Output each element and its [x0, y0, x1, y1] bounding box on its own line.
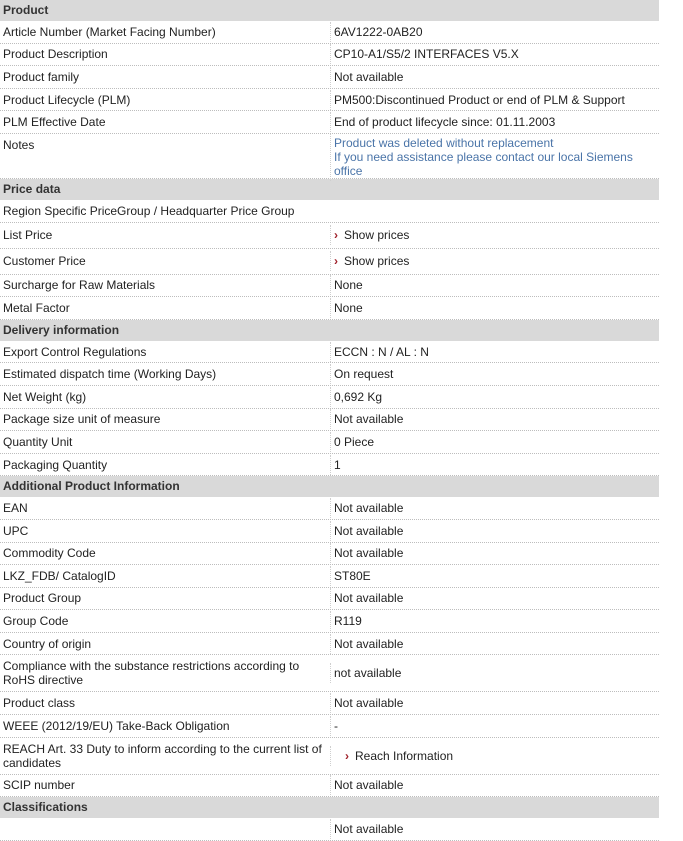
table-row: [0, 520, 659, 543]
row-value: Not available: [330, 67, 659, 87]
row-value: Not available: [330, 775, 659, 795]
row-label: Product class: [3, 696, 76, 711]
customer-price-show-prices-link[interactable]: Show prices: [344, 254, 410, 269]
row-label: LKZ_FDB/ CatalogID: [3, 568, 116, 583]
row-label: Article Number (Market Facing Number): [3, 24, 216, 39]
row-label: Packaging Quantity: [3, 457, 108, 472]
row-label: Product family: [3, 69, 80, 84]
row-label: Package size unit of measure: [3, 412, 161, 427]
table-row: [0, 409, 659, 432]
row-label: List Price: [3, 228, 53, 243]
section-header-additional: Additional Product Information: [0, 476, 659, 497]
row-label: Metal Factor: [3, 300, 70, 315]
row-value: [330, 251, 659, 271]
row-label: Product Group: [3, 591, 82, 606]
row-label: Product Description: [3, 47, 108, 62]
row-value: Not available: [330, 498, 659, 518]
section-header-product: Product: [0, 0, 659, 21]
table-row: [0, 431, 659, 454]
reach-information-link[interactable]: Reach Information: [355, 748, 454, 763]
section-header-price: Price data: [0, 179, 659, 200]
table-row: [0, 543, 659, 566]
row-label: Compliance with the substance restrictions according to RoHS directive: [3, 659, 300, 688]
table-row: [0, 341, 659, 364]
table-row: [0, 633, 659, 656]
table-row: [0, 386, 659, 409]
row-label: Net Weight (kg): [3, 389, 87, 404]
row-value: PM500:Discontinued Product or end of PLM & Support: [330, 90, 659, 110]
table-row: [0, 275, 659, 298]
table-row: [0, 588, 659, 611]
section-header-delivery: Delivery information: [0, 320, 659, 341]
table-row: [0, 775, 659, 798]
list-price-show-prices-link[interactable]: Show prices: [344, 228, 410, 243]
row-value: None: [330, 275, 659, 295]
table-row: [0, 692, 659, 715]
row-value: None: [330, 298, 659, 318]
table-row: [0, 297, 659, 320]
row-label: Group Code: [3, 614, 69, 629]
section-header-classifications: Classifications: [0, 797, 659, 818]
chevron-right-icon: ›: [334, 228, 338, 243]
contact-siemens-link[interactable]: If you need assistance please contact our local Siemens office: [334, 149, 633, 178]
row-value: [330, 225, 659, 245]
table-row: [0, 44, 659, 67]
row-value: 0 Piece: [330, 432, 659, 452]
row-value: Not available: [330, 521, 659, 541]
table-row: [0, 738, 659, 775]
table-row: [0, 715, 659, 738]
row-value: ECCN : N / AL : N: [330, 342, 659, 362]
row-label: EAN: [3, 501, 28, 516]
row-label: [0, 826, 330, 832]
row-label: REACH Art. 33 Duty to inform according to the current list of candidates: [3, 741, 322, 770]
table-row: [0, 497, 659, 520]
row-value: Not available: [330, 543, 659, 563]
table-row: [0, 111, 659, 134]
row-value: Not available: [330, 409, 659, 429]
row-value: End of product lifecycle since: 01.11.2003: [330, 112, 659, 132]
notes-label: Notes: [3, 137, 35, 152]
table-row: [0, 249, 659, 275]
row-label: SCIP number: [3, 778, 75, 793]
notes-row: [0, 134, 659, 179]
row-value: 6AV1222-0AB20: [330, 22, 659, 42]
table-row: [0, 610, 659, 633]
row-label: PLM Effective Date: [3, 115, 106, 130]
region-price-group-label: Region Specific PriceGroup / Headquarter Price Group: [3, 203, 295, 218]
table-row: [0, 89, 659, 112]
chevron-right-icon: ›: [334, 254, 338, 269]
row-label: UPC: [3, 523, 29, 538]
row-label: Surcharge for Raw Materials: [3, 278, 156, 293]
row-value: Not available: [330, 588, 659, 608]
table-row: [0, 655, 659, 692]
table-row: [0, 363, 659, 386]
row-value: CP10-A1/S5/2 INTERFACES V5.X: [330, 44, 659, 64]
row-value: [330, 746, 659, 766]
row-label: WEEE (2012/19/EU) Take-Back Obligation: [3, 718, 230, 733]
row-value: 0,692 Kg: [330, 387, 659, 407]
row-value: not available: [330, 663, 659, 683]
row-value: ST80E: [330, 566, 659, 586]
row-label: Commodity Code: [3, 546, 96, 561]
table-row: [0, 223, 659, 249]
row-value: Not available: [330, 819, 659, 839]
deleted-notice-link[interactable]: Product was deleted without replacement: [334, 135, 554, 150]
chevron-right-icon: ›: [345, 748, 349, 763]
row-value: R119: [330, 611, 659, 631]
row-label: Estimated dispatch time (Working Days): [3, 367, 217, 382]
table-row: [0, 454, 659, 477]
row-label: Customer Price: [3, 254, 86, 269]
row-label: Quantity Unit: [3, 434, 73, 449]
row-value: On request: [330, 364, 659, 384]
table-row: [0, 21, 659, 44]
row-value: 1: [330, 455, 659, 475]
row-label: Country of origin: [3, 636, 92, 651]
notes-value: [330, 134, 659, 181]
row-label: Export Control Regulations: [3, 344, 147, 359]
row-value: -: [330, 716, 659, 736]
table-row: [0, 565, 659, 588]
row-label: Product Lifecycle (PLM): [3, 92, 131, 107]
table-row: [0, 200, 659, 223]
table-row: [0, 818, 659, 841]
table-row: [0, 66, 659, 89]
row-value: Not available: [330, 634, 659, 654]
row-value: Not available: [330, 693, 659, 713]
